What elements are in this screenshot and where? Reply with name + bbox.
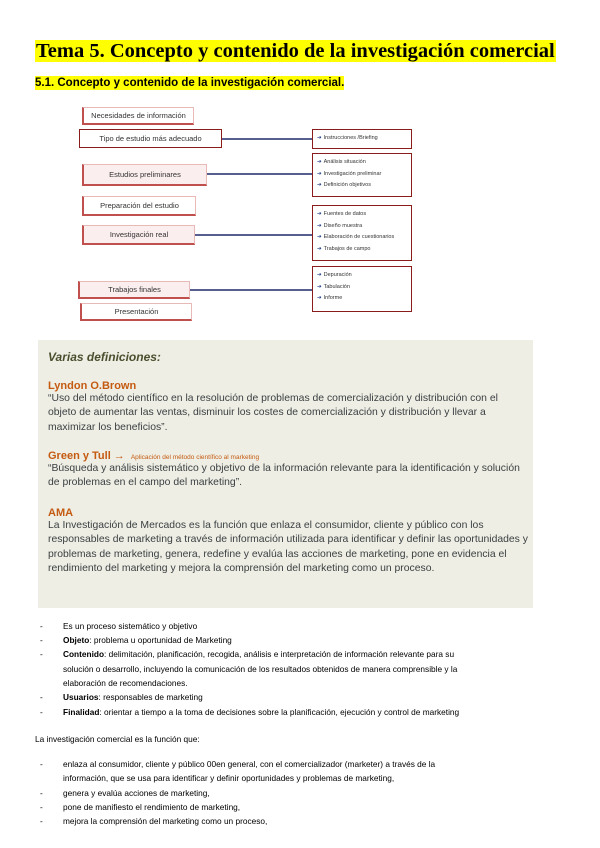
- list-item-continuation: solución o desarrollo, incluyendo la comunicación de los resultados obtenidos de manera comprensible y la: [63, 664, 458, 674]
- step-box: Preparación del estudio: [82, 196, 196, 216]
- list-item: - pone de manifiesto el rendimiento de marketing,: [40, 802, 241, 812]
- detail-box: ➔ Depuración ➔ Tabulación ➔ Informe: [312, 266, 412, 312]
- arrow-right-icon: ➔: [317, 135, 322, 141]
- list-item: - Finalidad: orientar a tiempo a la toma de decisiones sobre la planificación, ejecución y control de marketing: [40, 707, 460, 717]
- list-item-continuation: elaboración de recomendaciones.: [63, 678, 188, 688]
- step-box: Trabajos finales: [78, 281, 190, 299]
- list-item: - enlaza al consumidor, cliente y público 00en general, con el comercializador (marketer) a través de la: [40, 759, 436, 769]
- detail-box: ➔ Análisis situación ➔ Investigación preliminar ➔ Definición objetivos: [312, 153, 412, 197]
- arrow-right-icon: ➔: [317, 222, 322, 229]
- arrow-right-icon: ➔: [317, 272, 322, 278]
- author-name: Green y Tull → Aplicación del método científico al marketing: [48, 450, 260, 462]
- list-item: - Es un proceso sistemático y objetivo: [40, 621, 198, 631]
- arrow-right-icon: ➔: [317, 159, 322, 165]
- author-note: Aplicación del método científico al marketing: [130, 454, 260, 461]
- detail-box: ➔ Fuentes de datos ➔ Diseño muestra ➔ Elaboración de cuestionarios ➔ Trabajos de campo: [312, 205, 412, 261]
- arrow-right-icon: ➔: [317, 295, 322, 301]
- section-subtitle: 5.1. Concepto y contenido de la investigación comercial.: [35, 77, 345, 89]
- arrow-right-icon: ➔: [317, 182, 322, 188]
- list-item: - mejora la comprensión del marketing como un proceso,: [40, 816, 268, 826]
- arrow-right-icon: ➔: [317, 234, 322, 240]
- list-item-continuation: información, que se usa para identificar y definir oportunidades y problemas de marketing,: [63, 773, 395, 783]
- page-title: Tema 5. Concepto y contenido de la investigación comercial: [36, 40, 555, 62]
- paragraph: La investigación comercial es la función que:: [35, 734, 200, 744]
- definitions-heading: Varias definiciones:: [48, 350, 161, 364]
- arrow-right-icon: ➔: [317, 283, 322, 290]
- step-box: Necesidades de información: [82, 107, 194, 125]
- step-box: Estudios preliminares: [82, 164, 207, 186]
- process-diagram: [0, 0, 600, 330]
- list-item: - genera y evalúa acciones de marketing,: [40, 788, 210, 798]
- definition-text: “Uso del método científico en la resolución de problemas de comercialización y distribución con el objeto de aumentar las ventas, disminuir los costes de comercialización y distribución y llevar a maximizar los beneficios”.: [48, 393, 498, 433]
- definition-text: “Búsqueda y análisis sistemático y objetivo de la información relevante para la identificación y solución de problemas en el campo del marketing”.: [48, 463, 520, 489]
- step-box: Tipo de estudio más adecuado: [79, 129, 222, 148]
- author-name: Lyndon O.Brown: [48, 380, 137, 392]
- definitions-panel: [38, 340, 533, 608]
- list-item: - Usuarios: responsables de marketing: [40, 692, 203, 702]
- detail-box: ➔ Instrucciones /Briefing: [312, 129, 412, 149]
- arrow-right-icon: ➔: [317, 211, 322, 217]
- definition-text: La Investigación de Mercados es la función que enlaza el consumidor, cliente y público con los responsables de marketing a través de información utilizada para identificar y definir las oportunidades y problemas de marketing, genera, redefine y evalúa las acciones de marketing, pone en evidencia el rendimiento del marketing y mejora la comprensión del marketing como un proceso.: [48, 520, 528, 574]
- list-item: - Contenido: delimitación, planificación, recogida, análisis e interpretación de información relevante para su: [40, 649, 455, 659]
- list-item: - Objeto: problema u oportunidad de Marketing: [40, 635, 232, 645]
- step-box: Presentación: [80, 303, 192, 321]
- step-box: Investigación real: [82, 225, 195, 245]
- author-name: AMA: [48, 507, 74, 519]
- arrow-right-icon: ➔: [317, 245, 322, 252]
- arrow-right-icon: ➔: [317, 170, 322, 177]
